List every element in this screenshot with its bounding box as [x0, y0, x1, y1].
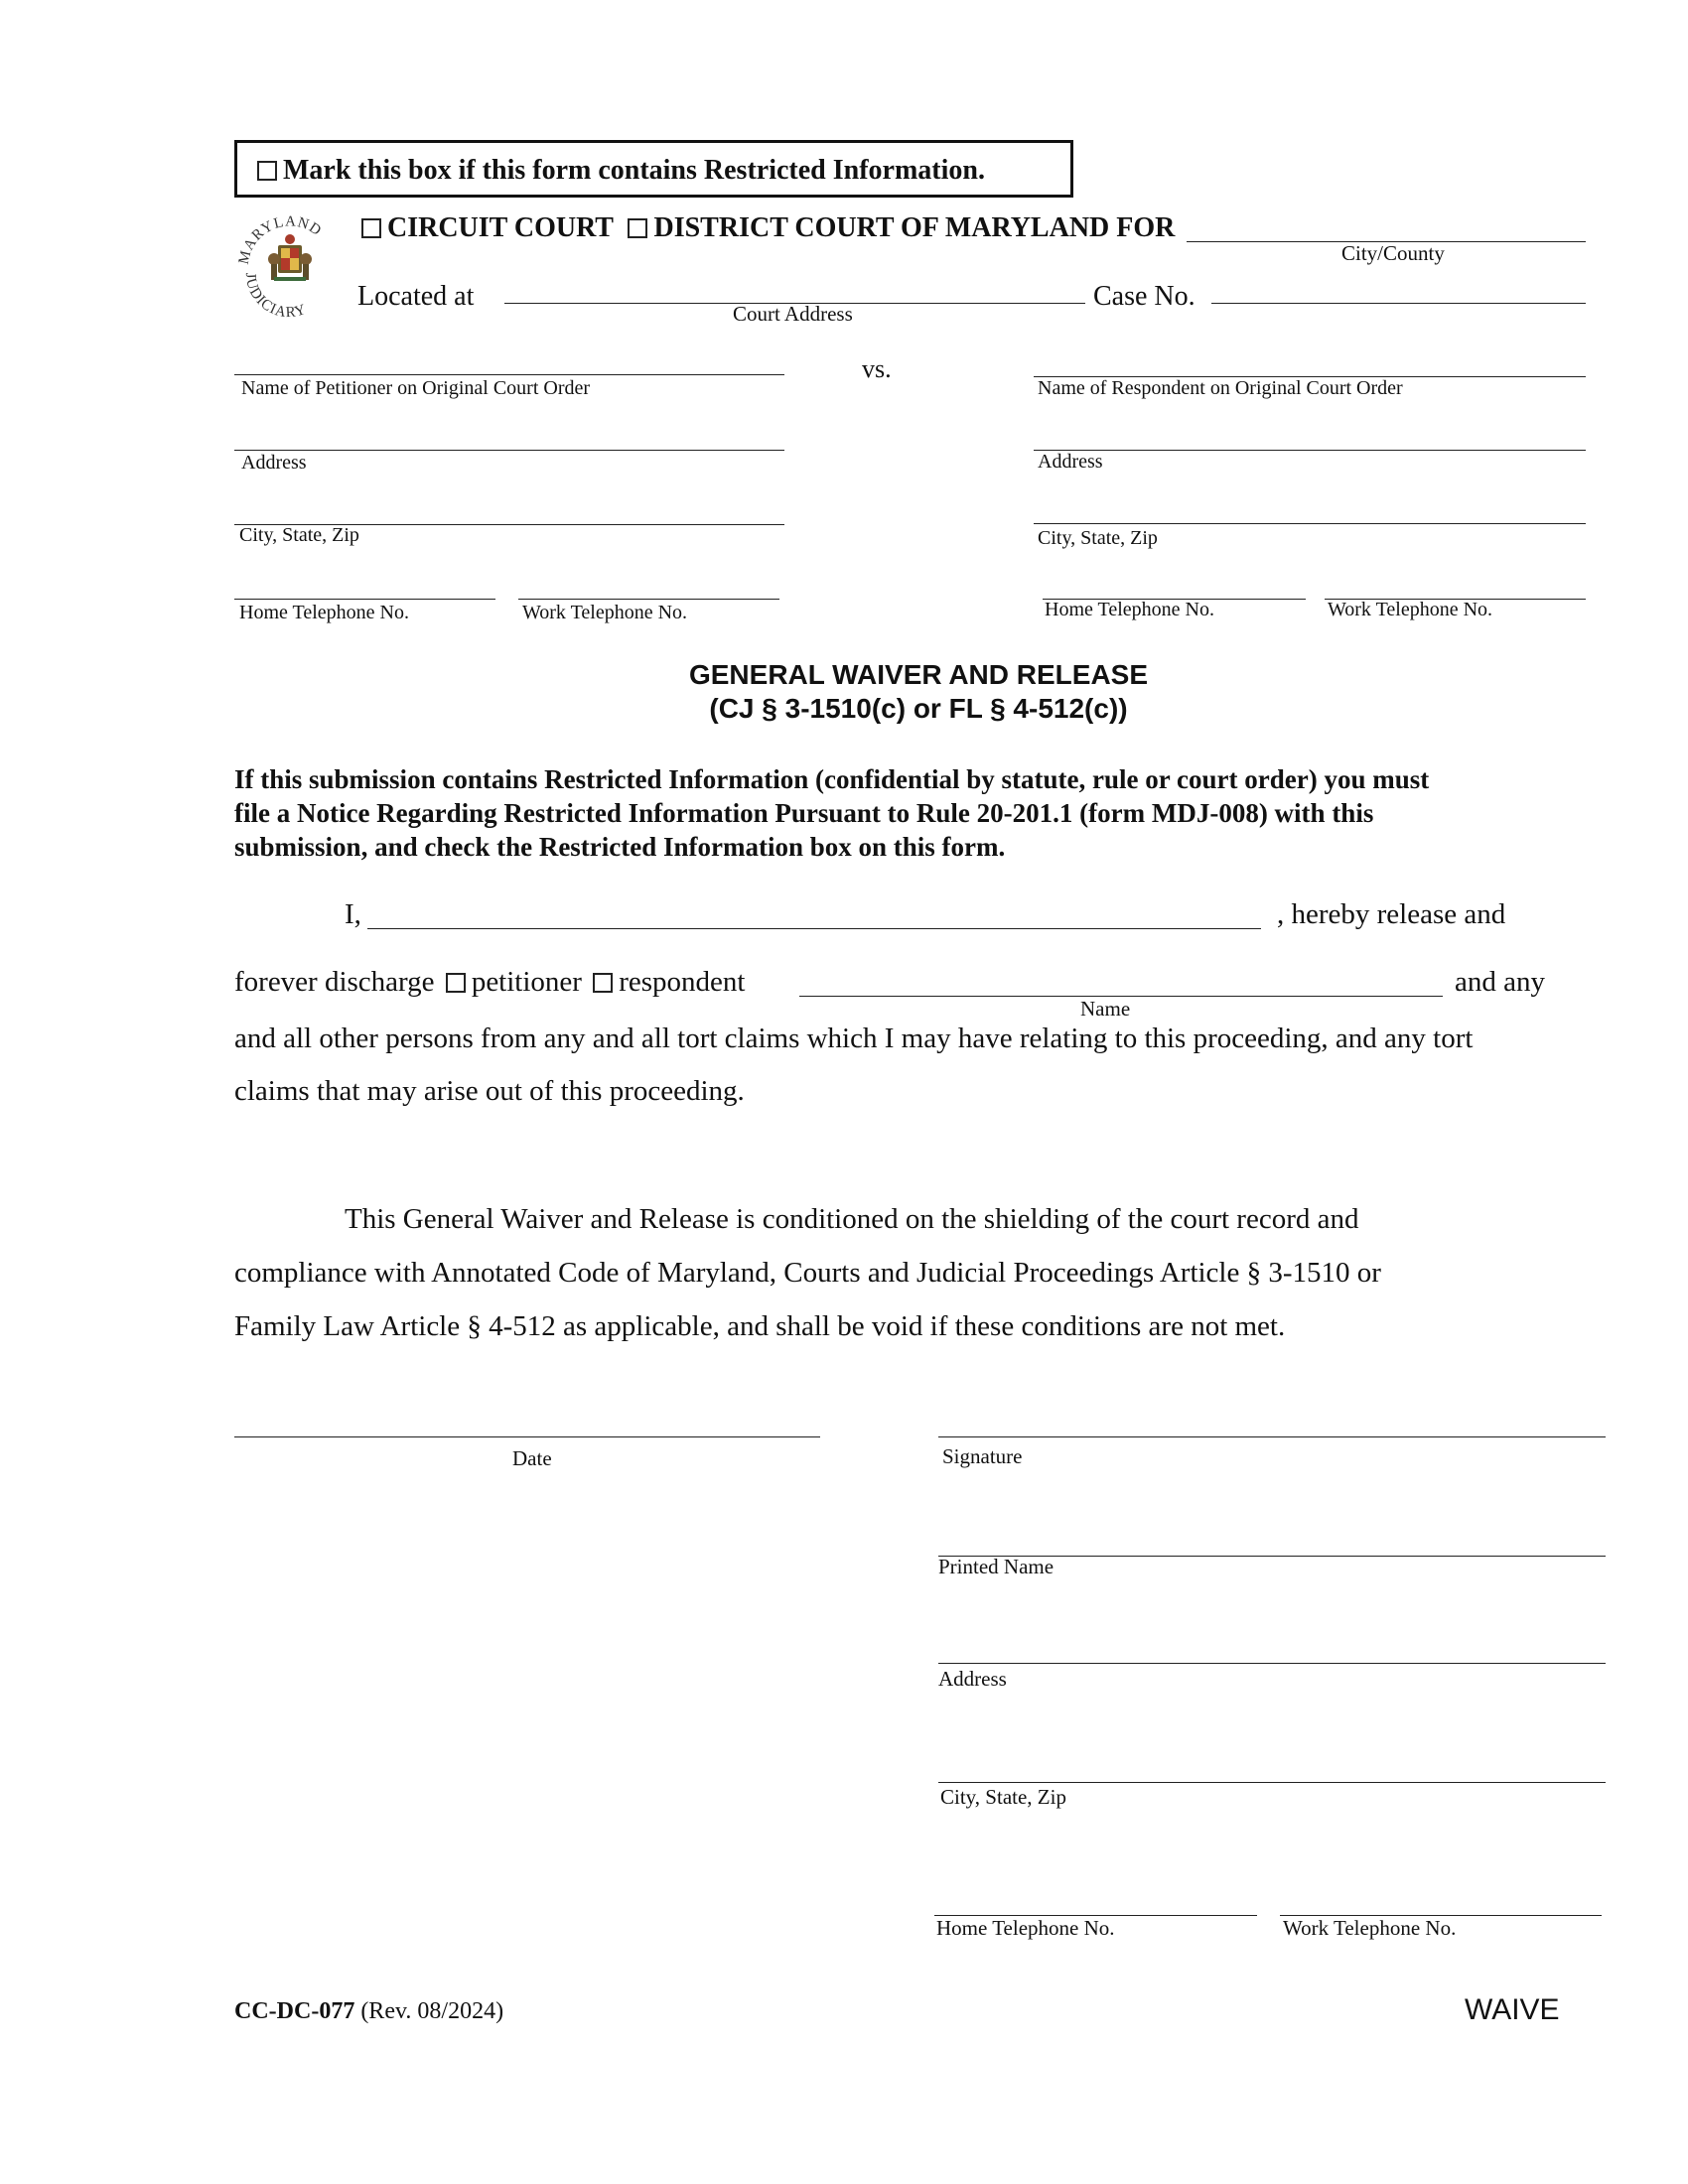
petitioner-name-caption: Name of Petitioner on Original Court Order: [241, 377, 591, 399]
condition-line-2: compliance with Annotated Code of Maryland, Courts and Judicial Proceedings Article § 3-1510 or: [234, 1257, 1381, 1289]
form-number: [234, 1998, 503, 2025]
vs-label: vs.: [862, 354, 892, 383]
district-court-checkbox[interactable]: [628, 218, 647, 238]
circuit-court-label: CIRCUIT COURT: [387, 212, 614, 243]
respondent-home-phone-caption: Home Telephone No.: [1045, 599, 1214, 620]
court-address-caption: Court Address: [733, 302, 853, 326]
notice-line-1: If this submission contains Restricted Information (confidential by statute, rule or court order) you must: [234, 764, 1430, 794]
form-title: GENERAL WAIVER AND RELEASE: [688, 659, 1149, 690]
city-county-input[interactable]: [1187, 212, 1586, 242]
form-statute: (CJ § 3-1510(c) or FL § 4-512(c)): [709, 693, 1128, 724]
maryland-judiciary-seal: [234, 204, 344, 321]
petitioner-work-phone-caption: Work Telephone No.: [522, 602, 688, 623]
discharge-respondent-checkbox[interactable]: [593, 973, 613, 993]
circuit-court-checkbox[interactable]: [361, 218, 381, 238]
discharged-name-input[interactable]: [799, 967, 1443, 997]
petitioner-home-phone-input[interactable]: [234, 570, 495, 600]
date-input[interactable]: [234, 1408, 820, 1437]
forever-discharge-text: forever discharge: [234, 966, 435, 998]
condition-line-1: This General Waiver and Release is conditioned on the shielding of the court record and: [345, 1203, 1359, 1235]
notice-line-3: submission, and check the Restricted Information box on this form.: [234, 832, 1006, 862]
court-address-input[interactable]: [504, 274, 1085, 304]
release-line-4: claims that may arise out of this proceeding.: [234, 1075, 745, 1107]
respondent-work-phone-caption: Work Telephone No.: [1328, 599, 1493, 620]
restricted-info-box: [234, 140, 1073, 198]
respondent-work-phone-input[interactable]: [1325, 570, 1586, 600]
signature-input[interactable]: [938, 1408, 1606, 1437]
petitioner-city-input[interactable]: [234, 495, 784, 525]
petitioner-home-phone-caption: Home Telephone No.: [239, 602, 409, 623]
city-state-zip-caption: City, State, Zip: [940, 1785, 1066, 1809]
release-line-3: and all other persons from any and all tort claims which I may have relating to this proceeding, and any tort: [234, 1023, 1474, 1054]
form-revision: (Rev. 08/2024): [360, 1998, 504, 2024]
respondent-home-phone-input[interactable]: [1043, 570, 1306, 600]
condition-line-3: Family Law Article § 4-512 as applicable, and shall be void if these conditions are not met.: [234, 1310, 1286, 1342]
discharge-petitioner-checkbox[interactable]: [446, 973, 466, 993]
respondent-address-input[interactable]: [1034, 421, 1586, 451]
form-code: WAIVE: [1465, 1993, 1560, 2026]
printed-name-caption: Printed Name: [938, 1555, 1055, 1578]
seal-bottom-text: JUDICIARY: [241, 272, 309, 321]
petitioner-address-input[interactable]: [234, 421, 784, 451]
work-phone-input[interactable]: [1280, 1886, 1602, 1916]
respondent-city-input[interactable]: [1034, 494, 1586, 524]
hereby-release-text: , hereby release and: [1277, 898, 1506, 930]
seal-top-text: MARYLAND: [235, 213, 325, 266]
petitioner-name-input[interactable]: [234, 345, 784, 375]
work-phone-caption: Work Telephone No.: [1283, 1916, 1457, 1940]
signature-caption: Signature: [942, 1444, 1023, 1468]
home-phone-input[interactable]: [934, 1886, 1257, 1916]
notice-line-2: file a Notice Regarding Restricted Information Pursuant to Rule 20-201.1 (form MDJ-008) with this: [234, 798, 1374, 828]
restricted-notice: [234, 762, 1429, 864]
printed-name-input[interactable]: [938, 1527, 1606, 1557]
petitioner-address-caption: Address: [241, 452, 307, 474]
discharge-respondent-label: respondent: [619, 966, 746, 998]
case-no-label: Case No.: [1093, 281, 1196, 312]
city-state-zip-input[interactable]: [938, 1753, 1606, 1783]
date-caption: Date: [512, 1446, 552, 1470]
form-number-code: CC-DC-077: [234, 1998, 355, 2024]
case-no-input[interactable]: [1211, 274, 1586, 304]
restricted-info-label: Mark this box if this form contains Restricted Information.: [283, 155, 985, 186]
respondent-city-caption: City, State, Zip: [1038, 527, 1158, 549]
district-court-label: DISTRICT COURT OF MARYLAND FOR: [653, 212, 1176, 243]
discharged-name-caption: Name: [1080, 997, 1131, 1021]
releasor-name-input[interactable]: [367, 899, 1261, 929]
i-label: I,: [345, 898, 361, 930]
petitioner-city-caption: City, State, Zip: [239, 524, 359, 546]
respondent-name-input[interactable]: [1034, 347, 1586, 377]
city-county-caption: City/County: [1341, 241, 1445, 265]
home-phone-caption: Home Telephone No.: [936, 1916, 1115, 1940]
restricted-info-checkbox[interactable]: [257, 161, 277, 181]
located-at-label: Located at: [357, 281, 475, 312]
and-any-text: and any: [1455, 966, 1545, 998]
address-input[interactable]: [938, 1634, 1606, 1664]
respondent-name-caption: Name of Respondent on Original Court Order: [1038, 377, 1403, 399]
discharge-petitioner-label: petitioner: [471, 966, 582, 998]
address-caption: Address: [938, 1667, 1007, 1691]
petitioner-work-phone-input[interactable]: [518, 570, 779, 600]
respondent-address-caption: Address: [1038, 451, 1103, 473]
